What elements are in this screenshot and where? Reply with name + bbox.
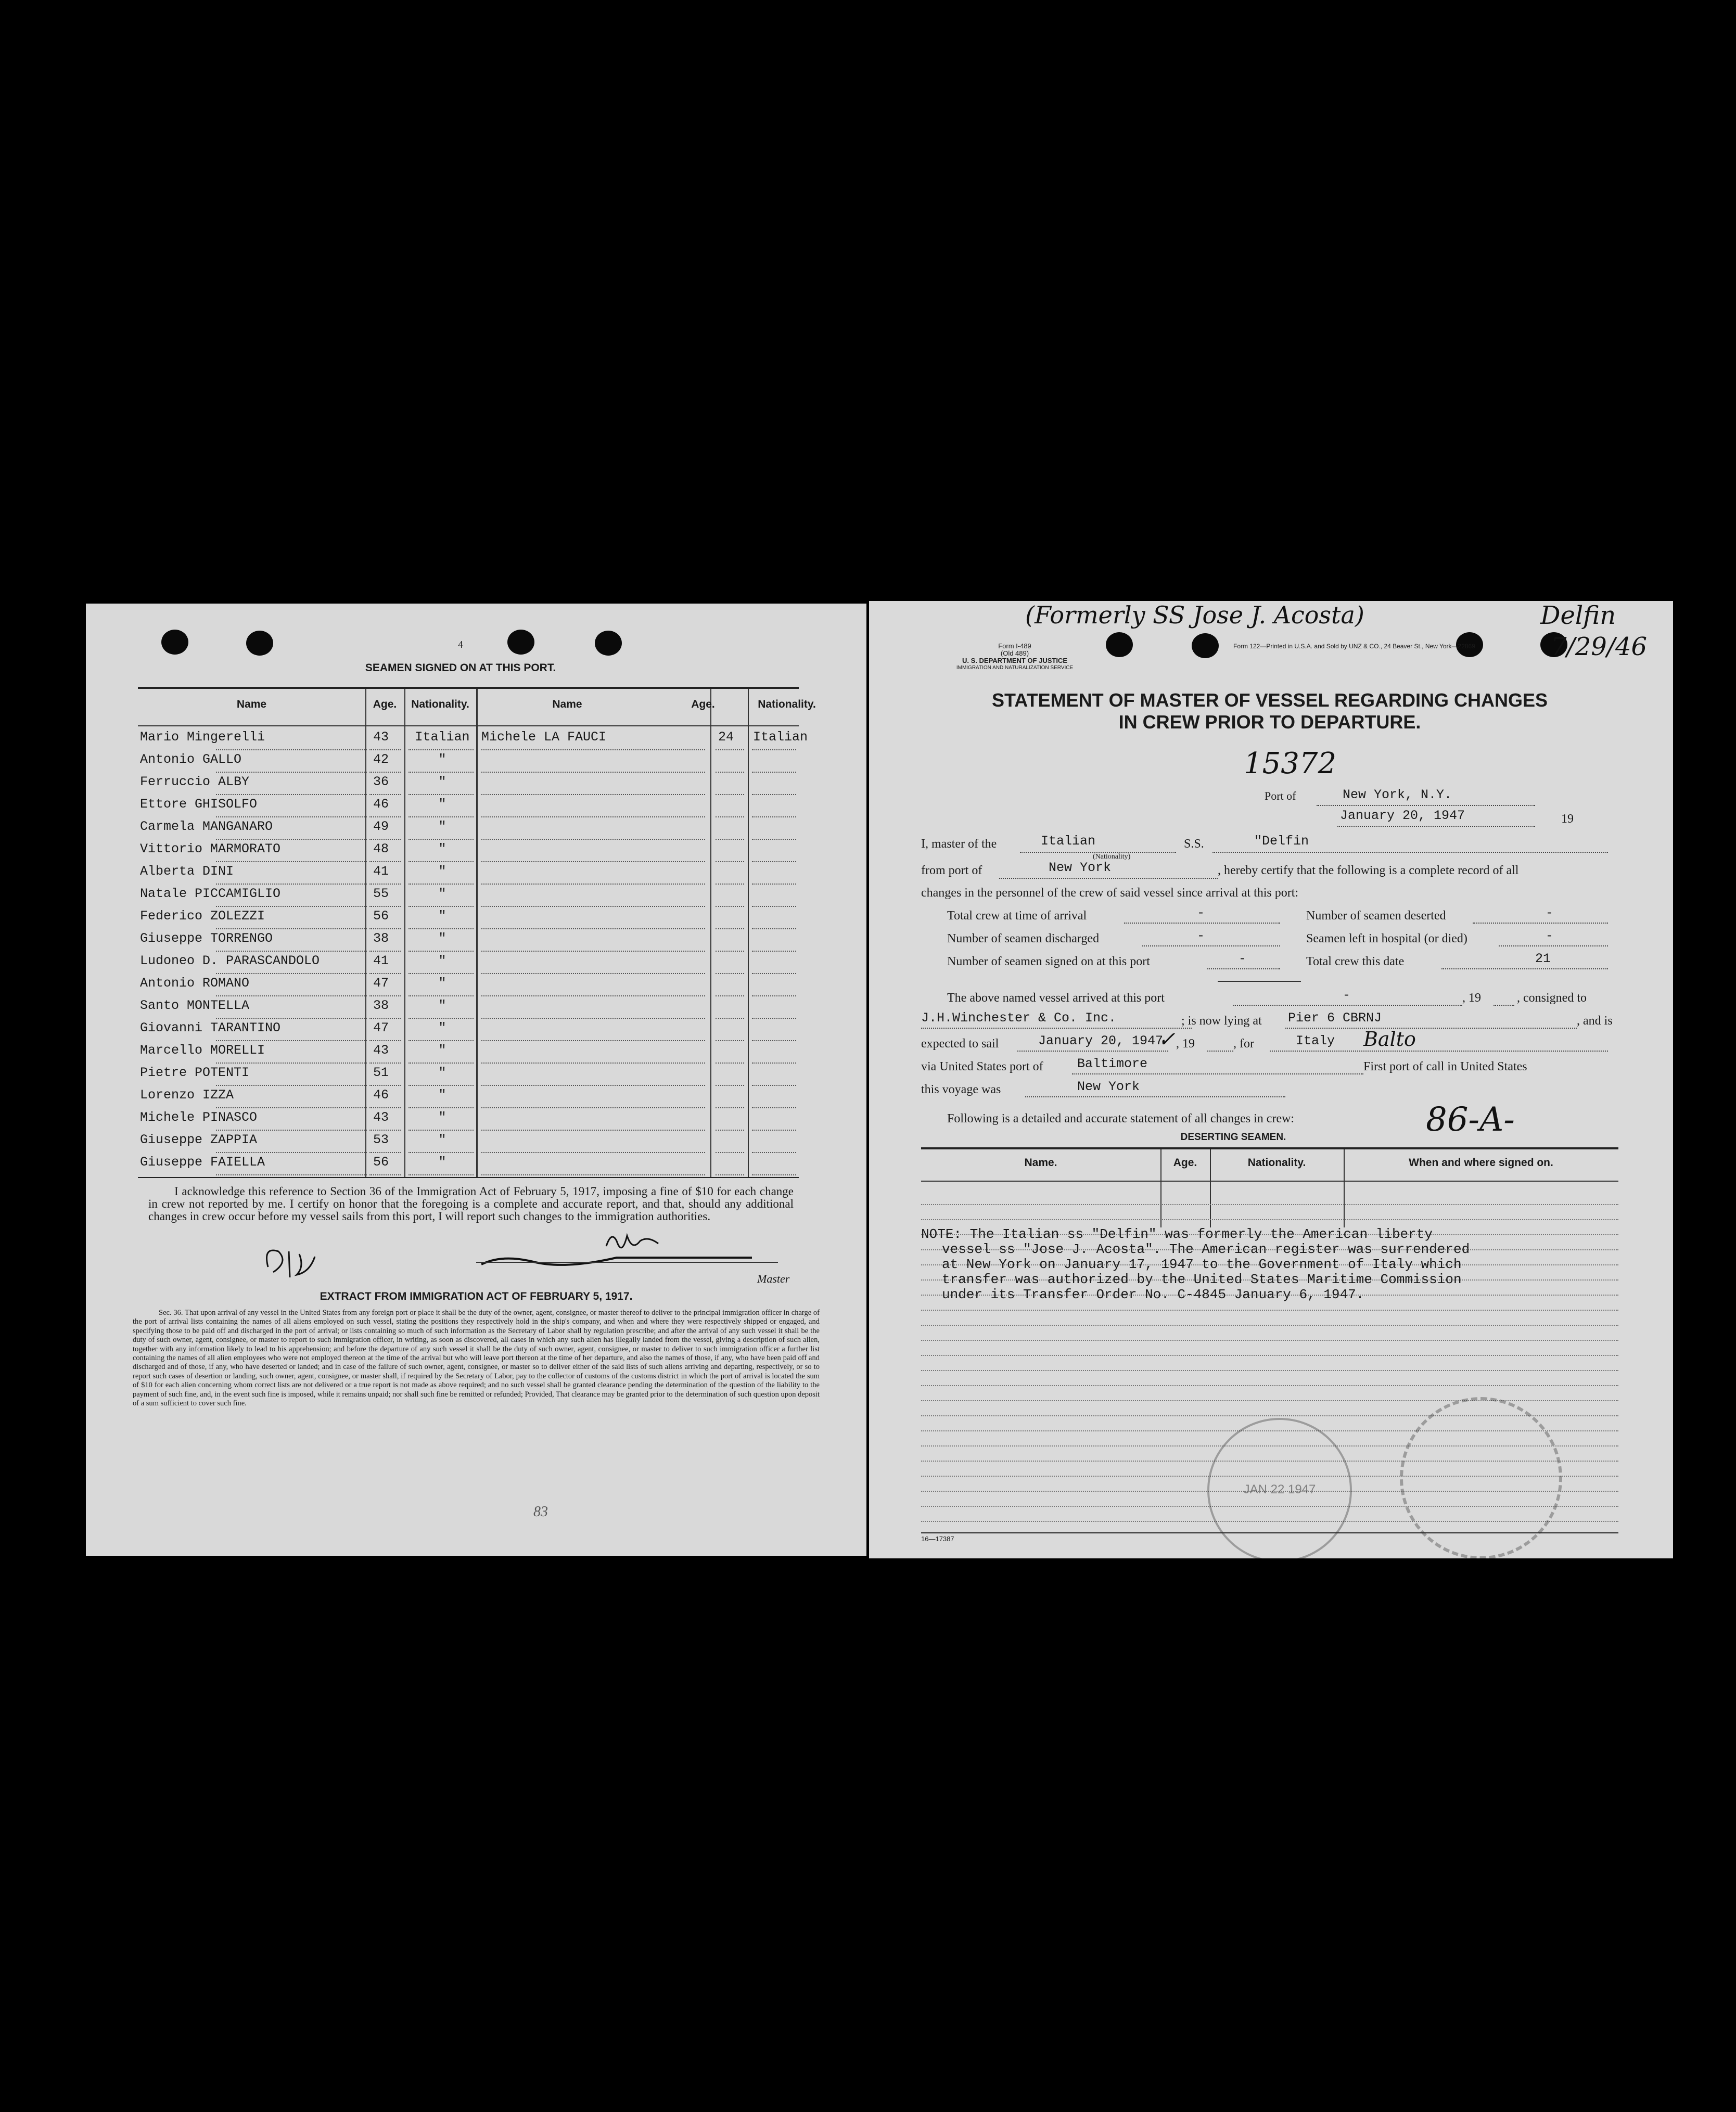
crew-name: Antonio ROMANO: [140, 976, 250, 991]
table-row: [138, 1040, 799, 1064]
stat-hospital-value: -: [1546, 928, 1554, 943]
stat-deserted-label: Number of seamen deserted: [1306, 909, 1446, 923]
form-title: STATEMENT OF MASTER OF VESSEL REGARDING CHANGES IN CREW PRIOR TO DEPARTURE.: [991, 689, 1548, 733]
crew-nationality: Italian: [415, 729, 470, 745]
first-port-label: First port of call in United States: [1363, 1060, 1527, 1073]
handwritten-former-name: (Formerly SS Jose J. Acosta): [1025, 601, 1364, 629]
sail-suffix: , 19: [1176, 1037, 1195, 1051]
sail-date-value: January 20, 1947: [1038, 1033, 1164, 1048]
seamen-signed-heading: SEAMEN SIGNED ON AT THIS PORT.: [365, 662, 556, 674]
crew-age: 41: [373, 953, 389, 968]
table-row: [138, 1151, 799, 1175]
destination-value: Italy: [1296, 1033, 1335, 1048]
file-number: 15372: [1244, 747, 1337, 780]
crew-name: Natale PICCAMIGLIO: [140, 886, 281, 901]
crew-age: 43: [373, 729, 389, 745]
note-line: under its Transfer Order No. C-4845 January 6, 1947.: [942, 1287, 1364, 1302]
stat-signed-on-label: Number of seamen signed on at this port: [947, 955, 1150, 968]
crew-age: 56: [373, 1155, 389, 1170]
punch-hole: [161, 630, 188, 655]
table-row: [138, 883, 799, 907]
table-row: [138, 905, 799, 929]
acknowledgement-text: I acknowledge this reference to Section 36 of the Immigration Act of February 5, 1917, imposing a fine of $10 for each change in crew not reported by me. I certify on honor that the foregoing is a complete and accurate report, and that, should any additional changes in crew occur before my vessel sails from this port, I will report such changes to the immigration authorities.: [148, 1185, 794, 1223]
from-port-value: New York: [1049, 860, 1112, 875]
crew-name: Santo MONTELLA: [140, 998, 250, 1013]
handwritten-vessel-name: Delfin: [1540, 601, 1616, 630]
table-row: [138, 995, 799, 1019]
from-port-label: from port of: [921, 864, 982, 877]
crew-name: Alberta DINI: [140, 864, 234, 879]
crew-nationality: ": [438, 774, 446, 789]
customs-stamp: [1400, 1397, 1562, 1558]
deserting-col-age: Age.: [1173, 1157, 1197, 1169]
right-page: [869, 601, 1673, 1558]
following-label: Following is a detailed and accurate statement of all changes in crew:: [947, 1112, 1295, 1125]
table-row: [138, 816, 799, 840]
crew-age: 53: [373, 1132, 389, 1147]
crew-nationality: ": [438, 998, 446, 1013]
certify-text: , hereby certify that the following is a complete record of all: [1218, 864, 1519, 877]
immigration-stamp: JAN 22 1947: [1207, 1418, 1352, 1558]
crew-age: 47: [373, 976, 389, 991]
crew-age: 55: [373, 886, 389, 901]
crew-age: 36: [373, 774, 389, 789]
crew-age: 49: [373, 819, 389, 834]
crew-nationality: ": [438, 1087, 446, 1103]
arrived-value: -: [1343, 988, 1351, 1003]
crew-name: Giuseppe FAIELLA: [140, 1155, 265, 1170]
crew-age: 46: [373, 797, 389, 812]
handwritten-date: 7/29/46: [1551, 632, 1648, 661]
crew-age: 41: [373, 864, 389, 879]
crew-name: Carmela MANGANARO: [140, 819, 273, 834]
consignee-value: J.H.Winchester & Co. Inc.: [921, 1010, 1117, 1026]
port-value: New York, N.Y.: [1343, 787, 1452, 802]
deserting-col-name: Name.: [1024, 1157, 1057, 1169]
crew-name: Antonio GALLO: [140, 752, 242, 767]
crew-nationality: ": [438, 1043, 446, 1058]
footer-mark: 83: [533, 1504, 548, 1520]
crew-name: Federico ZOLEZZI: [140, 908, 265, 924]
crew-nationality: ": [438, 819, 446, 834]
col-header-name-2: Name: [552, 698, 582, 710]
table-row: [138, 972, 799, 996]
crew-nationality: ": [438, 841, 446, 856]
punch-hole: [246, 631, 273, 656]
crew-nationality: ": [438, 1110, 446, 1125]
handwritten-code: 86-A-: [1426, 1100, 1515, 1139]
crew-age: 43: [373, 1110, 389, 1125]
col-header-name: Name: [236, 698, 267, 710]
via-value: Baltimore: [1077, 1056, 1148, 1071]
for-label: , for: [1233, 1037, 1254, 1051]
stat-crew-arrival-value: -: [1197, 905, 1205, 920]
crew-nationality-2: Italian: [753, 729, 808, 745]
note-line: NOTE: The Italian ss "Delfin" was formerly the American liberty: [921, 1226, 1433, 1242]
note-line: vessel ss "Jose J. Acosta". The American register was surrendered: [942, 1241, 1470, 1257]
lying-label: ; is now lying at: [1181, 1014, 1262, 1028]
crew-age: 46: [373, 1087, 389, 1103]
punch-hole: [1106, 632, 1133, 657]
form-header: Form I-489 (Old 489) U. S. DEPARTMENT OF JUSTICE IMMIGRATION AND NATURALIZATION SERVICE: [956, 642, 1074, 671]
destination-handwritten: Balto: [1363, 1028, 1416, 1051]
date-value: January 20, 1947: [1340, 808, 1465, 823]
stat-discharged-value: -: [1197, 928, 1205, 943]
crew-name: Ferruccio ALBY: [140, 774, 250, 789]
printer-note: Form 122—Printed in U.S.A. and Sold by UNZ & CO., 24 Beaver St., New York—22869: [1233, 643, 1475, 650]
table-row: [138, 793, 799, 817]
crew-name: Giuseppe TORRENGO: [140, 931, 273, 946]
crew-name: Mario Mingerelli: [140, 729, 265, 745]
note-line: at New York on January 17, 1947 to the Government of Italy which: [942, 1257, 1462, 1272]
expected-label: expected to sail: [921, 1037, 999, 1051]
voyage-label: this voyage was: [921, 1083, 1001, 1096]
col-header-age-2: Age.: [691, 698, 715, 710]
crew-age: 48: [373, 841, 389, 856]
crew-age: 56: [373, 908, 389, 924]
crew-name: Michele PINASCO: [140, 1110, 258, 1125]
arrived-label: The above named vessel arrived at this port: [947, 991, 1165, 1005]
consigned-label: , consigned to: [1517, 991, 1587, 1005]
crew-nationality: ": [438, 1132, 446, 1147]
table-row: [138, 950, 799, 974]
crew-nationality: ": [438, 886, 446, 901]
table-row: [138, 861, 799, 885]
crew-name: Marcello MORELLI: [140, 1043, 265, 1058]
table-row: [138, 928, 799, 952]
page-number: 4: [458, 639, 463, 650]
crew-nationality: ": [438, 1155, 446, 1170]
arrived-suffix: , 19: [1462, 991, 1481, 1005]
table-row: [138, 771, 799, 795]
crew-nationality: ": [438, 752, 446, 767]
checkmark: ✓: [1158, 1028, 1176, 1052]
crew-nationality: ": [438, 953, 446, 968]
extract-heading: EXTRACT FROM IMMIGRATION ACT OF FEBRUARY 5, 1917.: [320, 1290, 633, 1302]
master-signature-line: [476, 1262, 778, 1263]
stat-total-crew-label: Total crew this date: [1306, 955, 1405, 968]
table-row: [138, 1107, 799, 1131]
stat-total-crew-value: 21: [1535, 951, 1551, 966]
crew-age: 42: [373, 752, 389, 767]
deserting-heading: DESERTING SEAMEN.: [1180, 1132, 1286, 1143]
and-is-label: , and is: [1577, 1014, 1613, 1028]
col-header-nationality: Nationality.: [411, 698, 469, 710]
crew-table: [138, 687, 816, 1178]
crew-age: 38: [373, 998, 389, 1013]
crew-name: Giuseppe ZAPPIA: [140, 1132, 258, 1147]
table-row: [138, 1084, 799, 1108]
punch-hole: [595, 631, 622, 656]
master-of-label: I, master of the: [921, 837, 997, 851]
extract-text: Sec. 36. That upon arrival of any vessel in the United States from any foreign port or place it shall be the duty of the owner, agent, consignee, or master thereof to deliver to the principal immigration officer in charge of the port of arrival lists containing the names of all aliens employed on such vessel, stating the positions they respectively hold in the ship's company, and when and where they were respectively shipped or engaged, and specifying those to be paid off and discharged in the port of arrival; or lists containing so much of such information as the Secretary of Labor shall by regulation prescribe; and after the arrival of any such vessel it shall be the duty of such owner, agent, consignee, or master to report to such immigration officer, in writing, as soon as discovered, all cases in which any such alien has illegally landed from the vessel, giving a description of such alien, together with any information likely to lead to his apprehension; and before the departure of any such vessel it shall be the duty of such owner, agent, consignee, or master to deliver to such immigration officer a further list containing the names of all alien employees who were not employed thereon at the time of the arrival but who will leave port thereon at the time of her departure, and also the names of those, if any, who have been paid off and discharged and of those, if any, who have deserted or landed; and in case of the failure of such owner, agent, consignee, or master so to deliver either of the said lists of such aliens arriving and departing, respectively, or so to report such cases of desertion or landing, such owner, agent, consignee, or master shall, if required by the Secretary of Labor, pay to the collector of customs of the customs district in which the port of arrival is located the sum of $10 for each alien concerning whom correct lists are not delivered or a true report is not made as above required; and no such vessel shall be granted clearance pending the determination of the question of the liability to the payment of such fine, and, in the event such fine is imposed, while it remains unpaid; nor shall such fine be remitted or refunded; Provided, That clearance may be granted prior to the determination of such question upon deposit of a sum sufficient to cover such fine.: [133, 1309, 820, 1408]
crew-name: Ettore GHISOLFO: [140, 797, 258, 812]
crew-age: 38: [373, 931, 389, 946]
crew-name: Ludoneo D. PARASCANDOLO: [140, 953, 320, 968]
voyage-value: New York: [1077, 1079, 1140, 1094]
footer-code: 16—17387: [921, 1535, 954, 1543]
stat-hospital-label: Seamen left in hospital (or died): [1306, 932, 1467, 945]
crew-age: 47: [373, 1020, 389, 1035]
nationality-caption: (Nationality): [1093, 853, 1131, 861]
crew-age: 51: [373, 1065, 389, 1080]
table-row: [138, 838, 799, 862]
master-label: Master: [757, 1272, 790, 1285]
table-row: [138, 1017, 799, 1041]
stat-crew-arrival-label: Total crew at time of arrival: [947, 909, 1087, 923]
port-label: Port of: [1265, 789, 1296, 802]
crew-nationality: ": [438, 976, 446, 991]
crew-name: Vittorio MARMORATO: [140, 841, 281, 856]
table-row: [138, 1062, 799, 1086]
col-header-age: Age.: [373, 698, 397, 710]
crew-name: Giovanni TARANTINO: [140, 1020, 281, 1035]
left-page: [86, 604, 866, 1556]
ss-label: S.S.: [1184, 837, 1204, 851]
table-row: [138, 749, 799, 773]
punch-hole: [507, 630, 534, 655]
deserting-col-nationality: Nationality.: [1247, 1157, 1306, 1169]
nationality-value: Italian: [1041, 834, 1096, 849]
pier-value: Pier 6 CBRNJ: [1288, 1010, 1382, 1026]
stat-deserted-value: -: [1546, 905, 1554, 920]
stat-signed-on-value: -: [1239, 951, 1247, 966]
note-line: transfer was authorized by the United States Maritime Commission: [942, 1272, 1462, 1287]
col-header-nationality-2: Nationality.: [758, 698, 816, 710]
changes-text: changes in the personnel of the crew of said vessel since arrival at this port:: [921, 886, 1299, 900]
via-label: via United States port of: [921, 1060, 1043, 1073]
crew-name: Lorenzo IZZA: [140, 1087, 234, 1103]
crew-age-2: 24: [718, 729, 734, 745]
crew-name-2: Michele LA FAUCI: [481, 729, 607, 745]
ss-value: "Delfin: [1254, 834, 1309, 849]
crew-name: Pietre POTENTI: [140, 1065, 250, 1080]
deserting-col-signed-on: When and where signed on.: [1409, 1157, 1553, 1169]
crew-nationality: ": [438, 1065, 446, 1080]
date-suffix: 19: [1561, 812, 1574, 826]
table-row: [138, 726, 808, 750]
initials-signature: [258, 1236, 330, 1283]
crew-age: 43: [373, 1043, 389, 1058]
crew-nationality: ": [438, 864, 446, 879]
crew-nationality: ": [438, 931, 446, 946]
punch-hole: [1192, 633, 1219, 658]
stat-discharged-label: Number of seamen discharged: [947, 932, 1100, 945]
table-row: [138, 1129, 799, 1153]
master-signature: [461, 1225, 752, 1277]
crew-nationality: ": [438, 908, 446, 924]
crew-nationality: ": [438, 797, 446, 812]
crew-nationality: ": [438, 1020, 446, 1035]
